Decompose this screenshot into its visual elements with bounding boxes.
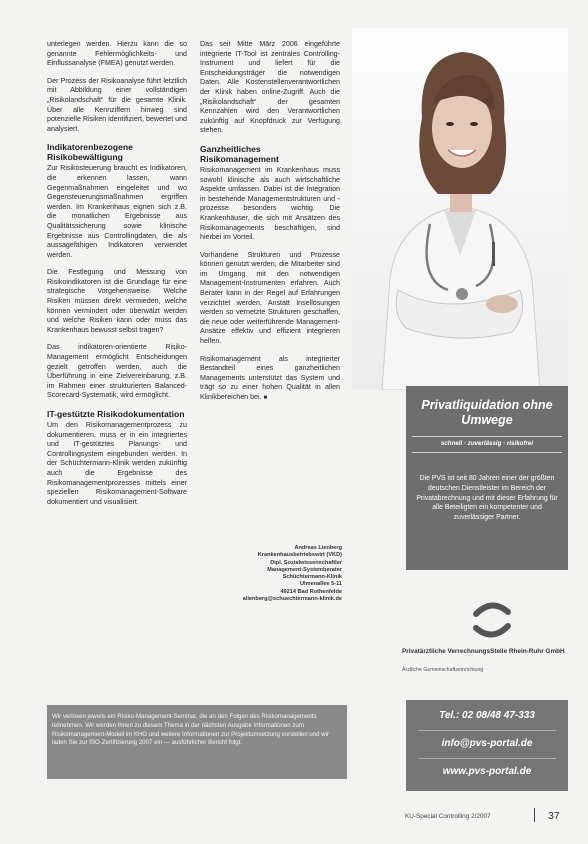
author-line: Schüchtermann-Klinik [282,574,342,581]
org-subtitle: Ärztliche Gemeinschaftseinrichtung [402,667,484,673]
paragraph: Um den Risikomanagementprozess zu dokumentieren, muss er in ein integriertes und IT-gestütztes Planungs- und Controllingsystem eingebunden werden. In der Schüchtermann-Klinik werden zukünftig auch die Ergebnisse des Risikomanagementprozesses mittels einer speziellen Risikomanagement-Software dokumentiert und visualisiert. [47,421,187,506]
author-line: Krankenhausbetriebswirt (VKD) [257,552,342,559]
paragraph: Der Prozess der Risikoanalyse führt letztlich mit Abbildung einer vollständigen „Risikolandschaft“ für die gesamte Klinik. Über alle Kennziffern hinweg sind potenzielle Risiken identifiziert, bewertet und analysiert. [47,76,187,133]
email-link[interactable]: info@pvs-portal.de [441,738,533,749]
ad-divider [412,452,562,453]
author-line: Ulmenallee 5-11 [300,581,342,588]
section-heading: Ganzheitliches Risikomanagement [200,143,279,164]
ad-divider [412,436,562,437]
section-heading: Indikatorenbezogene Risikobewältigung [47,142,133,163]
ad-description: Die PVS ist seit 80 Jahren einer der größten deutschen Dienstleister im Bereich der Privatabrechnung und mit dieser Erfahrung für alle Beteiligten ein kompetenter und zuverlässiger Partner. [416,475,558,522]
footer-divider [534,808,535,822]
org-name: Privatärztliche VerrechnungsStelle Rhein-Ruhr GmbH [402,648,565,655]
author-email: alienberg@schuechtermann-klinik.de [242,596,342,603]
paragraph: Vorhandene Strukturen und Prozesse können genutzt werden, die Mitarbeiter sind im Umgang mit den notwendigen Management-Instrumenten erfahren. Auch Berater kann in der Regel auf Erfahrungen verzichtet werden. Anstatt Insellösungen werden so vernetzte Strukturen geschaffen, die neue oder weiterführende Management-Ansätze effektiv und effizient integrieren helfen. [200,250,340,346]
doctor-photo [352,28,568,390]
author-line: 49214 Bad Rothenfelde [280,588,342,595]
pvs-logo-icon [470,600,514,640]
author-info [200,545,342,603]
end-mark-icon: ■ [263,395,268,401]
contact-divider [418,730,556,731]
info-box-text: Wir verlosen jeweils ein Risiko-Management-Seminar, die an den Folgen des Risikomanagements teilnehmen. Wir werden Ihnen zu diesem Thema in der nächsten Ausgabe Informationen zum Risikomanagement-Modell im KHG und weitere Informationen zur Projektumsetzung vorstellen und wir laden Sie zur ISO-Zertifizierung 2007 ein — ausführlicher Bericht folgt. [52,713,330,747]
section-heading: IT-gestützte Risikodokumentation [47,409,185,419]
phone-number: Tel.: 02 08/48 47-333 [439,710,535,721]
paragraph: Risikomanagement im Krankenhaus muss sowohl klinische als auch wirtschaftliche Aspekte umfassen. Dabei ist die Integration in bestehende Managementstrukturen und -prozesse besonders wichtig. Die Krankenhäuser, die sich mit Ansätzen des Risikomanagements beschäftigen, sind hierbei im Vorteil. [200,165,340,242]
paragraph [200,355,340,404]
author-line: Management-Systemberater [267,566,342,573]
author-line: Andreas Lienberg [294,545,342,551]
paragraph: Das seit Mitte März 2006 eingeführte integrierte IT-Tool ist zentrales Controlling-Instrument und liefert für die Entscheidungsträger die notwendigen Daten. Alle Kostenstellenverantwortlichen der Klinik haben online-Zugriff. Auch die „Risikolandschaft“ der gesamten Kennzahlen wird den Verantwortlichen zukünftig auf Knopfdruck zur Verfügung stehen. [200,40,340,135]
article-column-1 [47,40,187,515]
ad-tagline: schnell · zuverlässig · risikofrei [440,440,534,447]
website-link[interactable]: www.pvs-portal.de [442,766,532,777]
paragraph: Die Festlegung und Messung von Risikoindikatoren ist die Grundlage für eine strategische Vorgehensweise. Welche Risiken müssen direkt vermieden, welche können vermindert oder überwälzt werden und welche Risiken kann oder muss das Krankenhaus bewusst selbst tragen? [47,268,187,334]
paragraph: Das indikatoren-orientierte Risiko-Management ermöglicht Entscheidungen gezielt getroffen werden, auch die Überführung in eine Zielvereinbarung, z.B. im Rahmen einer strukturierten Balanced-Scorecard-Systematik, wird ermöglicht. [47,343,187,400]
magazine-footer: KU-Special Controlling 2/2007 [405,813,491,820]
page-number: 37 [548,810,560,822]
paragraph: Zur Risikosteuerung braucht es Indikatoren, die erkennen lassen, wann Gegenmaßnahmen eingeleitet und wo Gegensteuerungsmaßnahmen ergriffen werden. Im Krankenhaus eignen sich z.B. die monatlichen Ergebnisse aus Qualitätssicherung sowie klinische Ergebnisse aus Controllingdaten, die als aussagefähigen Indikatoren verwendet werden. [47,164,187,259]
article-column-2 [200,40,340,412]
contact-divider [418,758,556,759]
doctor-illustration [352,28,568,390]
paragraph: unterlegen werden. Hierzu kann die so genannte Fehlermöglichkeits- und Einflussanalyse (FMEA) genutzt werden. [47,40,187,68]
ad-title: Privatliquidation ohne Umwege [421,398,553,427]
author-line: Dipl. Sozialwissenschaftler [270,559,342,566]
paragraph-text: Risikomanagement als integrierter Bestandteil eines ganzheitlichen Managements unterstützt das System und trägt so zu einer hohen Qualität in allen Klinikbereichen bei. [200,354,340,401]
